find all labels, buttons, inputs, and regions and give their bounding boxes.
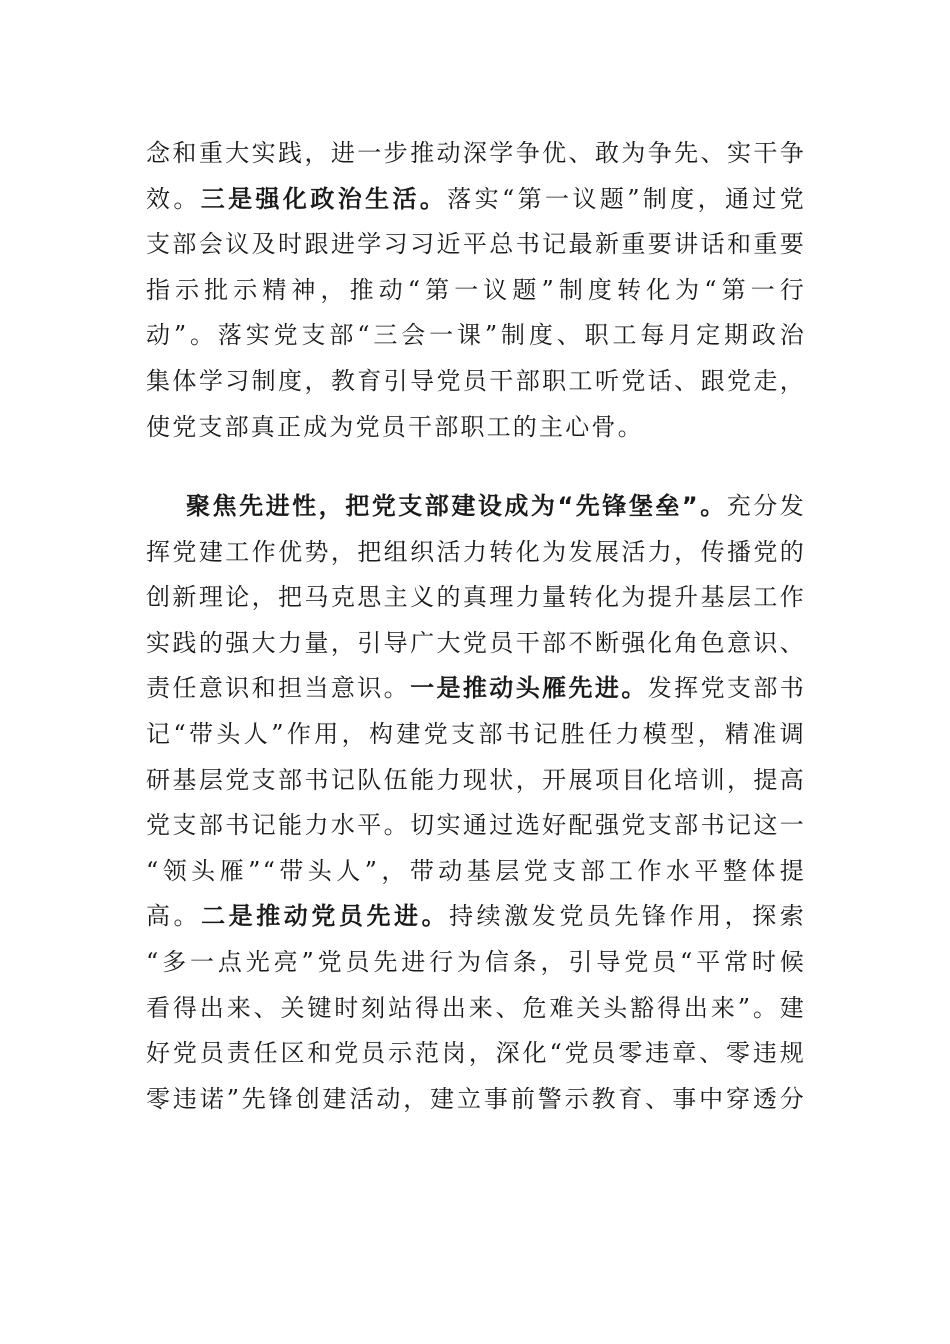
text-run: 责任意识和担当意识。 [146,674,411,703]
text-line [146,359,806,405]
bold-heading: 一是推动头雁先进。 [410,674,648,703]
text-line [146,758,806,804]
text-line [146,131,806,177]
text-line [146,666,806,712]
text-run: 好党员责任区和党员示范岗，深化“党员零违章、零违规 [146,1039,806,1068]
text-run: 集体学习制度，教育引导党员干部职工听党话、跟党走， [146,366,806,395]
text-line [146,268,806,314]
text-line [146,1077,806,1123]
text-line [146,621,806,667]
text-run: 支部会议及时跟进学习习近平总书记最新重要讲话和重要 [146,230,806,259]
paragraph-vanguard-fortress [146,484,806,1122]
text-run: 持续激发党员先锋作用，探索 [449,902,806,931]
text-run: 效。 [146,184,201,213]
text-run: 党支部书记能力水平。切实通过选好配强党支部书记这一 [146,811,806,840]
text-run: 指示批示精神，推动“第一议题”制度转化为“第一行 [146,275,806,304]
text-run: 动”。落实党支部“三会一课”制度、职工每月定期政治 [146,321,806,350]
text-run: 使党支部真正成为党员干部职工的主心骨。 [146,412,644,441]
text-line [146,405,806,451]
bold-heading: 三是强化政治生活。 [200,184,448,213]
text-run: 挥党建工作优势，把组织活力转化为发展活力，传播党的 [146,537,806,566]
bold-heading: 聚焦先进性，把党支部建设成为“先锋堡垒”。 [186,492,727,520]
text-line [146,712,806,758]
text-run: 充分发 [726,492,806,520]
paragraph-political-life [146,131,806,450]
text-line [146,222,806,268]
text-line [146,484,806,530]
text-line [146,940,806,986]
text-run: 实践的强大力量，引导广大党员干部不断强化角色意识、 [146,628,806,657]
text-run: 研基层党支部书记队伍能力现状，开展项目化培训，提高 [146,765,806,794]
text-line [146,849,806,895]
text-run: 发挥党支部书 [647,674,806,703]
text-run: 创新理论，把马克思主义的真理力量转化为提升基层工作 [146,583,806,612]
text-line [146,575,806,621]
text-line [146,177,806,223]
text-run: 记“带头人”作用，构建党支部书记胜任力模型，精准调 [146,719,806,748]
text-run: 看得出来、关键时刻站得出来、危难关头豁得出来”。建 [146,993,806,1022]
text-run: 零违诺”先锋创建活动，建立事前警示教育、事中穿透分 [146,1084,806,1113]
bold-heading: 二是推动党员先进。 [201,902,450,931]
text-line [146,530,806,576]
text-run: 念和重大实践，进一步推动深学争优、敢为争先、实干争 [146,139,806,167]
text-run: 高。 [146,902,202,931]
text-line [146,313,806,359]
text-line [146,986,806,1032]
text-run: “多一点光亮”党员先进行为信条，引导党员“平常时候 [146,947,806,976]
text-run: “领头雁”“带头人”，带动基层党支部工作水平整体提 [146,856,806,885]
text-line [146,803,806,849]
text-line [146,1031,806,1077]
text-line [146,894,806,940]
text-run: 落实“第一议题”制度，通过党 [447,184,806,213]
